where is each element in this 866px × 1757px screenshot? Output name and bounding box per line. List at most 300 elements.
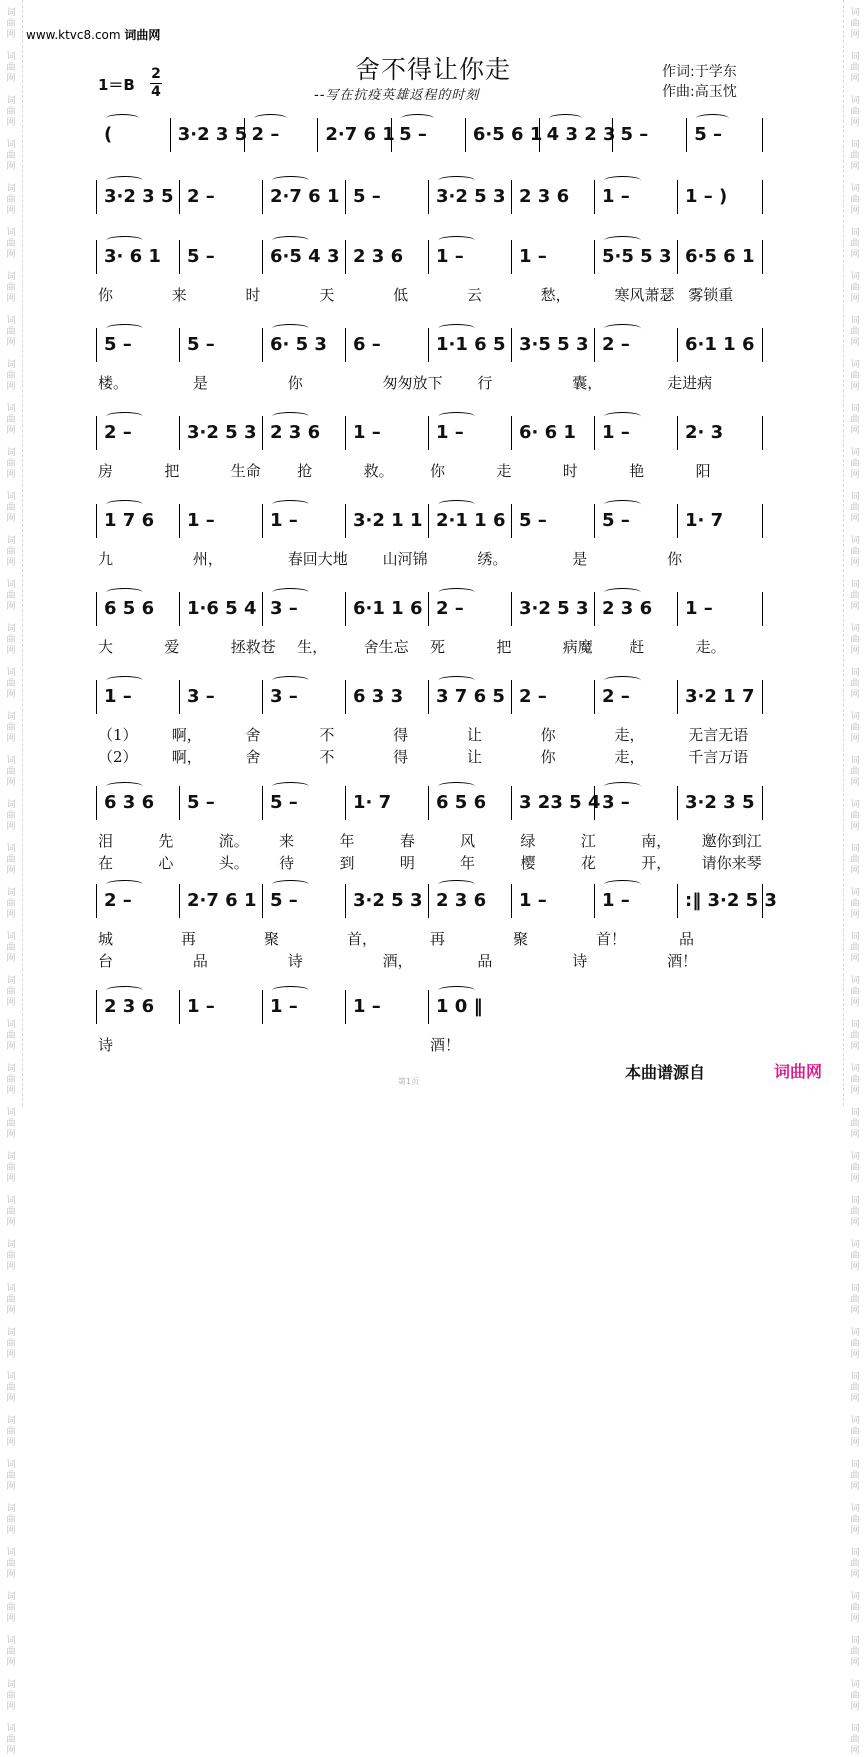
slur: [106, 412, 143, 421]
measure: 5 –: [519, 510, 547, 531]
lyric-verse-1: 九: [98, 550, 114, 568]
lyric-verse-1: 山河锦: [382, 550, 428, 568]
measure: 3·2 3 5: [685, 792, 755, 813]
lyric-verse-1: 流。: [218, 832, 249, 850]
lyric-verse-1: 来: [171, 286, 187, 304]
slur: [604, 412, 641, 421]
notes-line: [0, 592, 866, 632]
lyric-verse-1: 是: [192, 374, 208, 392]
lyric-verse-1: 走，: [614, 726, 645, 744]
measure: 3·2 3 5: [104, 186, 174, 207]
barline: [391, 118, 392, 152]
barline: [96, 504, 97, 538]
measure: 3·2 1 1: [353, 510, 423, 531]
measure: 1 0 ‖: [436, 996, 483, 1017]
lyric-verse-1: 春回大地: [287, 550, 348, 568]
measure: 2·1 1 6: [436, 510, 506, 531]
barline: [96, 240, 97, 274]
measure: 5 –: [187, 792, 215, 813]
measure: 3 –: [187, 686, 215, 707]
measure: 2 3 6: [436, 890, 487, 911]
measure: 1 –: [104, 686, 132, 707]
barline: [612, 118, 613, 152]
measure: 2 3 6: [104, 996, 155, 1017]
lyric-verse-1: 时: [562, 462, 578, 480]
measure: 2 –: [104, 422, 132, 443]
lyric-verse-1: 艳: [629, 462, 645, 480]
barline: [345, 504, 346, 538]
slur: [272, 588, 309, 597]
slur: [106, 324, 143, 333]
barline: [762, 680, 763, 714]
lyric-verse-2: 台: [98, 952, 114, 970]
barline: [262, 180, 263, 214]
barline: [262, 990, 263, 1024]
notes-line: [0, 328, 866, 368]
lyric-verse-1: 把: [164, 462, 180, 480]
slur: [106, 676, 143, 685]
barline: [262, 786, 263, 820]
song-credits: [662, 62, 737, 102]
measure: 2·7 6 1: [325, 124, 395, 145]
barline: [428, 592, 429, 626]
lyric-verse-1: 江: [580, 832, 596, 850]
measure: 1 –: [685, 598, 713, 619]
measure: 1·6 5 4: [187, 598, 257, 619]
lyric-verse-2: 头。: [218, 854, 249, 872]
lyric-verse-1: 州，: [192, 550, 223, 568]
barline: [677, 592, 678, 626]
barline: [179, 328, 180, 362]
slur: [696, 114, 729, 123]
barline: [511, 180, 512, 214]
measure: 5 –: [270, 792, 298, 813]
barline: [345, 328, 346, 362]
lyric-verse-1: 爱: [164, 638, 180, 656]
measure: 6· 6 1: [519, 422, 576, 443]
barline: [96, 786, 97, 820]
barline: [511, 416, 512, 450]
lyric-verse-1: 走: [496, 462, 512, 480]
lyric-verse-1: 泪: [98, 832, 114, 850]
measure: 2 –: [436, 598, 464, 619]
measure: 6 –: [353, 334, 381, 355]
barline: [677, 504, 678, 538]
slur: [604, 176, 641, 185]
barline: [762, 240, 763, 274]
lyric-verse-1: 首，: [347, 930, 378, 948]
measure: (: [104, 124, 113, 145]
lyric-verse-1: 啊，: [171, 726, 202, 744]
barline: [511, 884, 512, 918]
lyric-verse-2: 开，: [641, 854, 672, 872]
measure: 6 5 6: [436, 792, 487, 813]
measure: 2 3 6: [519, 186, 570, 207]
measure: 1· 7: [353, 792, 392, 813]
barline: [594, 592, 595, 626]
barline: [179, 680, 180, 714]
barline: [594, 680, 595, 714]
barline: [677, 884, 678, 918]
measure: 5·5 5 3: [602, 246, 672, 267]
barline: [511, 592, 512, 626]
notes-line: [0, 180, 866, 220]
lyric-verse-1: 囊，: [572, 374, 603, 392]
lyric-verse-2: 让: [466, 748, 482, 766]
lyric-verse-1: 匆匆放下: [382, 374, 443, 392]
lyric-verse-1: 品: [679, 930, 695, 948]
lyric-verse-2: 在: [98, 854, 114, 872]
lyric-verse-1: 走进病: [667, 374, 713, 392]
measure: 2 –: [251, 124, 280, 145]
measure: 3·2 5 3: [519, 598, 589, 619]
barline: [539, 118, 540, 152]
barline: [511, 328, 512, 362]
slur: [106, 176, 143, 185]
lyric-verse-1: 聚: [513, 930, 529, 948]
barline: [677, 680, 678, 714]
edge-watermark-left: 词 曲 网 词 曲 网 词 曲 网 词 曲 网 词 曲 网 词 曲 网 词 曲 网 词 曲 网 词 曲 网 词 曲 网 词 曲 网 词 曲 网 词 曲 网 词 曲 网 词 曲 网 词 曲 网 词 曲 网 词 曲 网 词 曲 网 词 曲 网 词 曲 网 词 曲 网 词 曲 网 词 曲 网 词 曲 网 词 曲 网 词 曲 网 词 曲 网 词 曲 网 词 曲 网 词 曲 网 词 曲 网 词 曲 网 词 曲 网 词 曲 网 词 曲 网 词 曲 网 词 曲 网 词 曲 网 词 曲 网: [6, 8, 16, 1756]
lyric-verse-1: 天: [319, 286, 335, 304]
barline: [511, 680, 512, 714]
lyric-verse-1: 不: [319, 726, 335, 744]
slur: [604, 588, 641, 597]
measure: 5 –: [694, 124, 723, 145]
lyric-verse-1: 你: [287, 374, 303, 392]
slur: [106, 782, 143, 791]
measure: 3 –: [270, 686, 298, 707]
score-row: [0, 884, 866, 980]
lyric-verse-2: 樱: [520, 854, 536, 872]
slur: [401, 114, 434, 123]
score-row: [0, 328, 866, 424]
measure: 6 3 6: [104, 792, 155, 813]
song-subtitle: --写在抗疫英雄返程的时刻: [314, 88, 480, 103]
measure: 2 3 6: [353, 246, 404, 267]
lyric-verse-2: 不: [319, 748, 335, 766]
slur: [272, 236, 309, 245]
lyric-verse-1: 病魔: [562, 638, 593, 656]
measure: 5 –: [104, 334, 132, 355]
lyric-verse-1: 你: [667, 550, 683, 568]
site-header[interactable]: [26, 26, 160, 43]
lyric-verse-1: 首！: [596, 930, 627, 948]
measure: 6 3 3: [353, 686, 404, 707]
score-row: [0, 504, 866, 600]
slur: [438, 500, 475, 509]
lyric-verse-2: 明: [399, 854, 415, 872]
slur: [604, 782, 641, 791]
measure: 6 5 6: [104, 598, 155, 619]
notes-line: [0, 990, 866, 1030]
lyric-verse-2: 诗: [287, 952, 303, 970]
slur: [549, 114, 582, 123]
lyric-verse-1: 酒！: [430, 1036, 461, 1054]
song-title: 舍不得让你走: [354, 55, 511, 84]
measure: 6·5 6 1: [685, 246, 755, 267]
slur: [604, 236, 641, 245]
lyric-verse-1: 风: [460, 832, 476, 850]
lyric-verse-1: 舍生忘: [363, 638, 409, 656]
notes-line: [0, 240, 866, 280]
lyric-verse-2: 得: [393, 748, 409, 766]
slur: [106, 114, 139, 123]
lyric-verse-1: 城: [98, 930, 114, 948]
lyric-verse-1: 赶: [629, 638, 645, 656]
notes-line: [0, 680, 866, 720]
slur: [438, 676, 475, 685]
lyric-verse-1: 你: [540, 726, 556, 744]
barline: [96, 592, 97, 626]
lyric-verse-1: 春: [399, 832, 415, 850]
measure: 1 –: [602, 422, 630, 443]
lyric-verse-1: 寒风萧瑟: [614, 286, 675, 304]
barline: [345, 786, 346, 820]
barline: [345, 240, 346, 274]
lyric-verse-1: 你: [430, 462, 446, 480]
barline: [594, 786, 595, 820]
measure: 3·2 3 5: [177, 124, 248, 145]
measure: 3· 6 1: [104, 246, 161, 267]
lyric-verse-1: 再: [181, 930, 197, 948]
barline: [594, 180, 595, 214]
slur: [106, 588, 143, 597]
lyric-verse-2: 诗: [572, 952, 588, 970]
lyric-verse-2: 待: [279, 854, 295, 872]
slur: [272, 324, 309, 333]
lyric-verse-1: 来: [279, 832, 295, 850]
lyric-verse-2: 酒，: [382, 952, 413, 970]
barline: [244, 118, 245, 152]
barline: [179, 504, 180, 538]
lyric-verse-2: 心: [158, 854, 174, 872]
measure: 2· 3: [685, 422, 724, 443]
measure: 3 –: [270, 598, 298, 619]
barline: [594, 328, 595, 362]
lyric-verse-1: 大: [98, 638, 114, 656]
slur: [106, 880, 143, 889]
measure: 4 3 2 3: [546, 124, 616, 145]
barline: [96, 416, 97, 450]
footer-source-label: 本曲谱源自: [625, 1063, 706, 1082]
measure: 1 –: [436, 422, 464, 443]
slur: [438, 412, 475, 421]
barline: [762, 328, 763, 362]
barline: [677, 328, 678, 362]
notes-line: [0, 884, 866, 924]
slur: [272, 412, 309, 421]
measure: 2 –: [187, 186, 215, 207]
measure: 2·7 6 1: [270, 186, 340, 207]
barline: [317, 118, 318, 152]
footer-source-logo[interactable]: 词曲网: [774, 1062, 823, 1081]
lyricist: 作词:于学东: [662, 64, 737, 80]
measure: 5 –: [602, 510, 630, 531]
barline: [428, 416, 429, 450]
lyric-verse-1: 舍: [245, 726, 261, 744]
barline: [428, 504, 429, 538]
barline: [345, 680, 346, 714]
lyric-verse-1: 绣。: [477, 550, 508, 568]
notes-line: [0, 786, 866, 826]
measure: 1·1 6 5: [436, 334, 506, 355]
barline: [762, 884, 763, 918]
slur: [604, 324, 641, 333]
lyric-verse-1: 死: [430, 638, 446, 656]
notes-line: [0, 504, 866, 544]
measure: 6·5 4 3: [270, 246, 340, 267]
lyric-verse-2: 品: [477, 952, 493, 970]
measure: 1 –: [436, 246, 464, 267]
barline: [428, 680, 429, 714]
measure: 3·2 5 3: [187, 422, 257, 443]
lyric-verse-1: 低: [393, 286, 409, 304]
barline: [179, 786, 180, 820]
lyric-verse-2: 花: [580, 854, 596, 872]
barline: [262, 504, 263, 538]
slur: [106, 236, 143, 245]
lyric-verse-2: 走，: [614, 748, 645, 766]
barline: [345, 884, 346, 918]
slur: [272, 880, 309, 889]
lyric-verse-2: 啊，: [171, 748, 202, 766]
measure: 3 –: [602, 792, 630, 813]
slur: [254, 114, 287, 123]
measure: 3·2 1 7: [685, 686, 755, 707]
measure: 6·1 1 6: [353, 598, 423, 619]
lyric-verse-1: 聚: [264, 930, 280, 948]
lyric-verse-2: 你: [540, 748, 556, 766]
measure: 1 –: [602, 186, 630, 207]
slur: [438, 782, 475, 791]
barline: [511, 240, 512, 274]
barline: [677, 786, 678, 820]
measure: 1 –: [270, 996, 298, 1017]
barline: [677, 240, 678, 274]
barline: [96, 680, 97, 714]
notes-line: [0, 118, 866, 158]
barline: [179, 180, 180, 214]
lyric-verse-1: 抢: [297, 462, 313, 480]
barline: [262, 328, 263, 362]
slur: [604, 880, 641, 889]
measure: 3·5 5 3: [519, 334, 589, 355]
measure: 3 23 5 4: [519, 792, 601, 813]
lyric-verse-1: 把: [496, 638, 512, 656]
barline: [262, 240, 263, 274]
barline: [762, 180, 763, 214]
score-row: [0, 240, 866, 336]
barline: [762, 416, 763, 450]
score-row: [0, 592, 866, 688]
barline: [170, 118, 171, 152]
measure: 2·7 6 1: [187, 890, 257, 911]
slur: [438, 236, 475, 245]
measure: 6·5 6 1: [472, 124, 543, 145]
barline: [594, 884, 595, 918]
score-row: [0, 990, 866, 1086]
lyric-verse-1: 无言无语: [688, 726, 749, 744]
slur: [272, 676, 309, 685]
measure: 1 7 6: [104, 510, 155, 531]
page-number: 第1页: [398, 1077, 420, 1086]
barline: [762, 786, 763, 820]
barline: [179, 240, 180, 274]
barline: [594, 240, 595, 274]
barline: [465, 118, 466, 152]
lyric-verse-1: 生，: [297, 638, 328, 656]
lyric-verse-1: 得: [393, 726, 409, 744]
lyric-verse-2: 酒！: [667, 952, 698, 970]
slur: [438, 880, 475, 889]
barline: [594, 416, 595, 450]
lyric-verse-1: 让: [466, 726, 482, 744]
measure: 1 –: [519, 246, 547, 267]
measure: 1 –: [187, 510, 215, 531]
slur: [272, 782, 309, 791]
slur: [438, 588, 475, 597]
notes-line: [0, 416, 866, 456]
barline: [179, 884, 180, 918]
site-name[interactable]: 词曲网: [124, 28, 161, 42]
slur: [438, 986, 475, 995]
barline: [762, 592, 763, 626]
lyric-verse-1: 再: [430, 930, 446, 948]
barline: [262, 416, 263, 450]
measure: 1 –: [353, 996, 381, 1017]
barline: [511, 786, 512, 820]
lyric-verse-1: （1）: [98, 726, 138, 744]
lyric-verse-1: 绿: [520, 832, 536, 850]
barline: [179, 416, 180, 450]
barline: [677, 416, 678, 450]
barline: [428, 240, 429, 274]
lyric-verse-1: 行: [477, 374, 493, 392]
slur: [106, 986, 143, 995]
meter-top: 2: [151, 66, 161, 82]
measure: 1· 7: [685, 510, 724, 531]
measure: 5 –: [399, 124, 427, 145]
barline: [262, 592, 263, 626]
lyric-verse-1: 年: [339, 832, 355, 850]
lyric-verse-1: 雾锁重: [688, 286, 734, 304]
measure: 3·2 5 3: [436, 186, 506, 207]
measure: 2 3 6: [602, 598, 653, 619]
measure: 5 –: [270, 890, 298, 911]
measure: 5 –: [187, 246, 215, 267]
measure: 1 –: [353, 422, 381, 443]
barline: [345, 990, 346, 1024]
barline: [96, 180, 97, 214]
slur: [604, 676, 641, 685]
score-row: [0, 416, 866, 512]
barline: [762, 118, 763, 152]
lyric-verse-2: 舍: [245, 748, 261, 766]
barline: [179, 990, 180, 1024]
composer: 作曲:高玉忱: [662, 84, 737, 100]
lyric-verse-1: 愁，: [540, 286, 571, 304]
measure: 1 –: [187, 996, 215, 1017]
site-url[interactable]: www.ktvc8.com: [26, 28, 121, 42]
lyric-verse-2: 年: [460, 854, 476, 872]
lyric-verse-2: 品: [192, 952, 208, 970]
slur: [604, 500, 641, 509]
barline: [511, 504, 512, 538]
measure: 5 –: [620, 124, 649, 145]
measure: 5 –: [187, 334, 215, 355]
lyric-verse-2: 请你来琴: [701, 854, 762, 872]
lyric-verse-1: 房: [98, 462, 114, 480]
